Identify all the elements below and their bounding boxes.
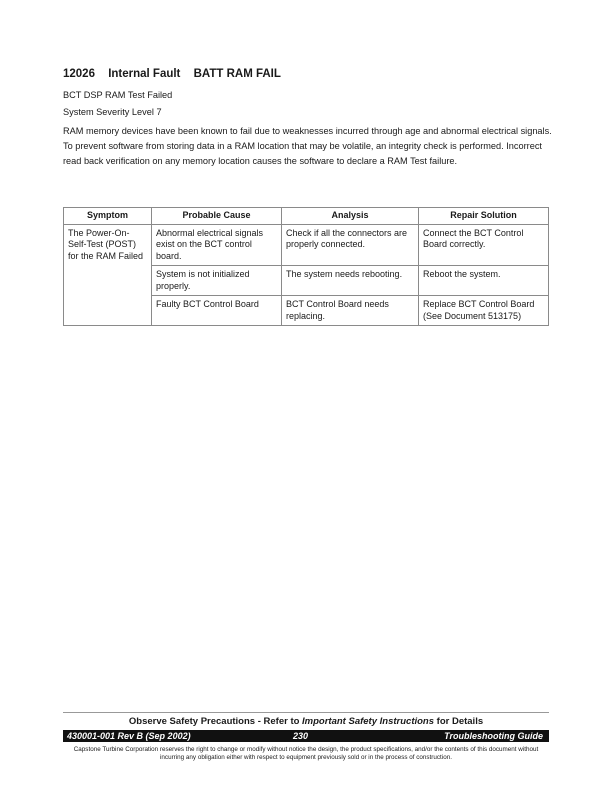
safety-instructions-reference: Important Safety Instructions [302, 716, 435, 727]
header-analysis: Analysis [282, 208, 419, 225]
severity-level: System Severity Level 7 [63, 107, 162, 117]
symptom-cell: The Power-On-Self-Test (POST) for the RAM Failed [64, 224, 152, 326]
table-row [64, 224, 549, 266]
header-repair-solution: Repair Solution [419, 208, 549, 225]
solution-cell: Replace BCT Control Board (See Document 513175) [419, 296, 549, 326]
table-header-row [64, 208, 549, 225]
header-probable-cause: Probable Cause [152, 208, 282, 225]
cause-cell: Abnormal electrical signals exist on the BCT control board. [152, 224, 282, 266]
solution-cell: Reboot the system. [419, 266, 549, 296]
header-symptom: Symptom [64, 208, 152, 225]
guide-title: Troubleshooting Guide [444, 731, 543, 741]
safety-note-prefix: Observe Safety Precautions - Refer to [128, 716, 303, 727]
footer-divider [63, 712, 549, 713]
analysis-cell: The system needs rebooting. [282, 266, 419, 296]
footer-bar [63, 730, 549, 742]
legal-disclaimer: Capstone Turbine Corporation reserves the right to change or modify without notice the design, the product specifications, and/or the contents of this document without incurring any obligation either with respect to equipment previously sold or in the process of construction. [73, 746, 539, 761]
analysis-cell: BCT Control Board needs replacing. [282, 296, 419, 326]
analysis-cell: Check if all the connectors are properly connected. [282, 224, 419, 266]
safety-note-suffix: for Details [434, 716, 484, 727]
cause-cell: Faulty BCT Control Board [152, 296, 282, 326]
solution-cell: Connect the BCT Control Board correctly. [419, 224, 549, 266]
cause-cell: System is not initialized properly. [152, 266, 282, 296]
fault-subtitle: BCT DSP RAM Test Failed [63, 90, 173, 100]
fault-name: BATT RAM FAIL [193, 68, 281, 80]
fault-description: RAM memory devices have been known to fail due to weaknesses incurred through age and abnormal electrical signals. To prevent software from storing data in a RAM location that may be volatile, an integrity check is performed. Incorrect read back verification on any memory location causes the software to declare a RAM Test failure. [63, 126, 552, 166]
troubleshooting-table [63, 207, 549, 326]
fault-type: Internal Fault [108, 68, 181, 80]
section-heading [63, 68, 281, 80]
page-number: 230 [293, 731, 309, 741]
safety-note [63, 716, 549, 727]
document-number: 430001-001 Rev B (Sep 2002) [67, 731, 191, 741]
fault-code: 12026 [63, 68, 95, 80]
